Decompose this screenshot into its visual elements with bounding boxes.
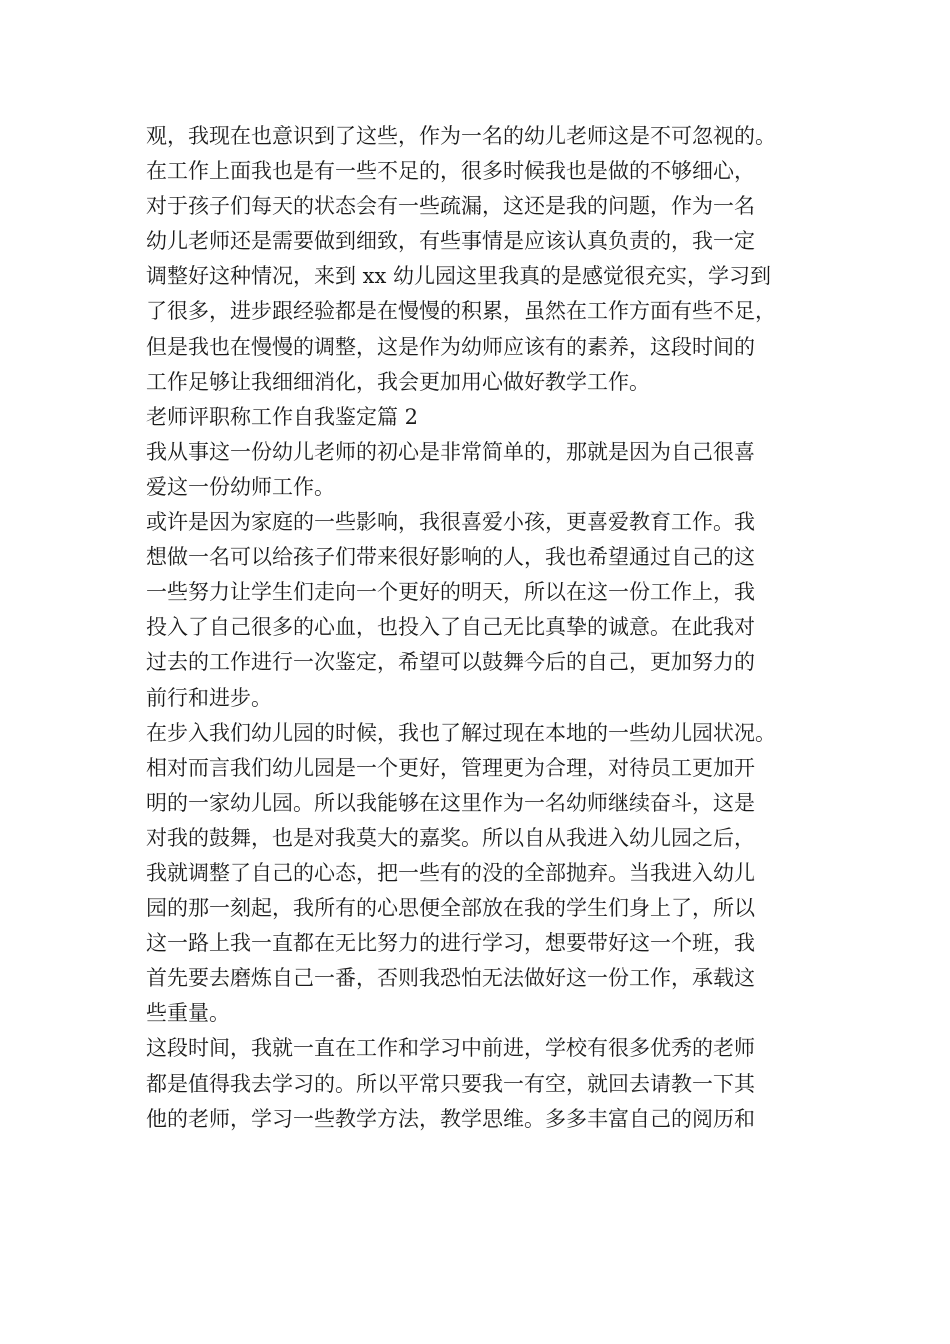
text-line: 这一路上我一直都在无比努力的进行学习，想要带好这一个班，我 (146, 931, 755, 956)
text-line: 调整好这种情况，来到 xx 幼儿园这里我真的是感觉很充实，学习到 (146, 264, 772, 289)
text-line: 过去的工作进行一次鉴定，希望可以鼓舞今后的自己，更加努力的 (146, 650, 755, 675)
document-body (146, 119, 836, 1137)
text-line: 我就调整了自己的心态，把一些有的没的全部抛弃。当我进入幼儿 (146, 860, 755, 885)
text-line: 观，我现在也意识到了这些，作为一名的幼儿老师这是不可忽视的。 (146, 124, 776, 148)
text-line: 对我的鼓舞，也是对我莫大的嘉奖。所以自从我进入幼儿园之后， (146, 825, 755, 850)
text-line: 想做一名可以给孩子们带来很好影响的人，我也希望通过自己的这 (146, 545, 755, 570)
text-line: 幼儿老师还是需要做到细致，有些事情是应该认真负责的，我一定 (146, 229, 755, 254)
text-line: 他的老师，学习一些教学方法，教学思维。多多丰富自己的阅历和 (146, 1106, 755, 1131)
text-line: 我从事这一份幼儿老师的初心是非常简单的，那就是因为自己很喜 (146, 439, 755, 464)
text-line: 相对而言我们幼儿园是一个更好，管理更为合理，对待员工更加开 (146, 755, 755, 780)
text-line: 前行和进步。 (146, 685, 272, 710)
section-heading: 老师评职称工作自我鉴定篇 2 (146, 404, 419, 429)
text-line: 一些努力让学生们走向一个更好的明天，所以在这一份工作上，我 (146, 580, 755, 605)
text-line: 在工作上面我也是有一些不足的，很多时候我也是做的不够细心， (146, 159, 755, 184)
text-line: 在步入我们幼儿园的时候，我也了解过现在本地的一些幼儿园状况。 (146, 720, 776, 745)
text-line: 工作足够让我细细消化，我会更加用心做好教学工作。 (146, 369, 650, 394)
text-line: 些重量。 (146, 1001, 230, 1026)
text-line: 但是我也在慢慢的调整，这是作为幼师应该有的素养，这段时间的 (146, 334, 755, 359)
text-line: 对于孩子们每天的状态会有一些疏漏，这还是我的问题，作为一名 (146, 194, 755, 219)
text-line: 或许是因为家庭的一些影响，我很喜爱小孩，更喜爱教育工作。我 (146, 510, 755, 535)
text-line: 明的一家幼儿园。所以我能够在这里作为一名幼师继续奋斗，这是 (146, 790, 755, 815)
text-line: 首先要去磨炼自己一番，否则我恐怕无法做好这一份工作，承载这 (146, 966, 755, 991)
text-line: 投入了自己很多的心血，也投入了自己无比真挚的诚意。在此我对 (146, 615, 755, 640)
text-line: 爱这一份幼师工作。 (146, 474, 335, 499)
text-line: 园的那一刻起，我所有的心思便全部放在我的学生们身上了，所以 (146, 896, 755, 921)
text-line: 这段时间，我就一直在工作和学习中前进，学校有很多优秀的老师 (146, 1036, 755, 1061)
text-line: 了很多，进步跟经验都是在慢慢的积累，虽然在工作方面有些不足， (146, 299, 776, 324)
text-line: 都是值得我去学习的。所以平常只要我一有空，就回去请教一下其 (146, 1071, 755, 1096)
